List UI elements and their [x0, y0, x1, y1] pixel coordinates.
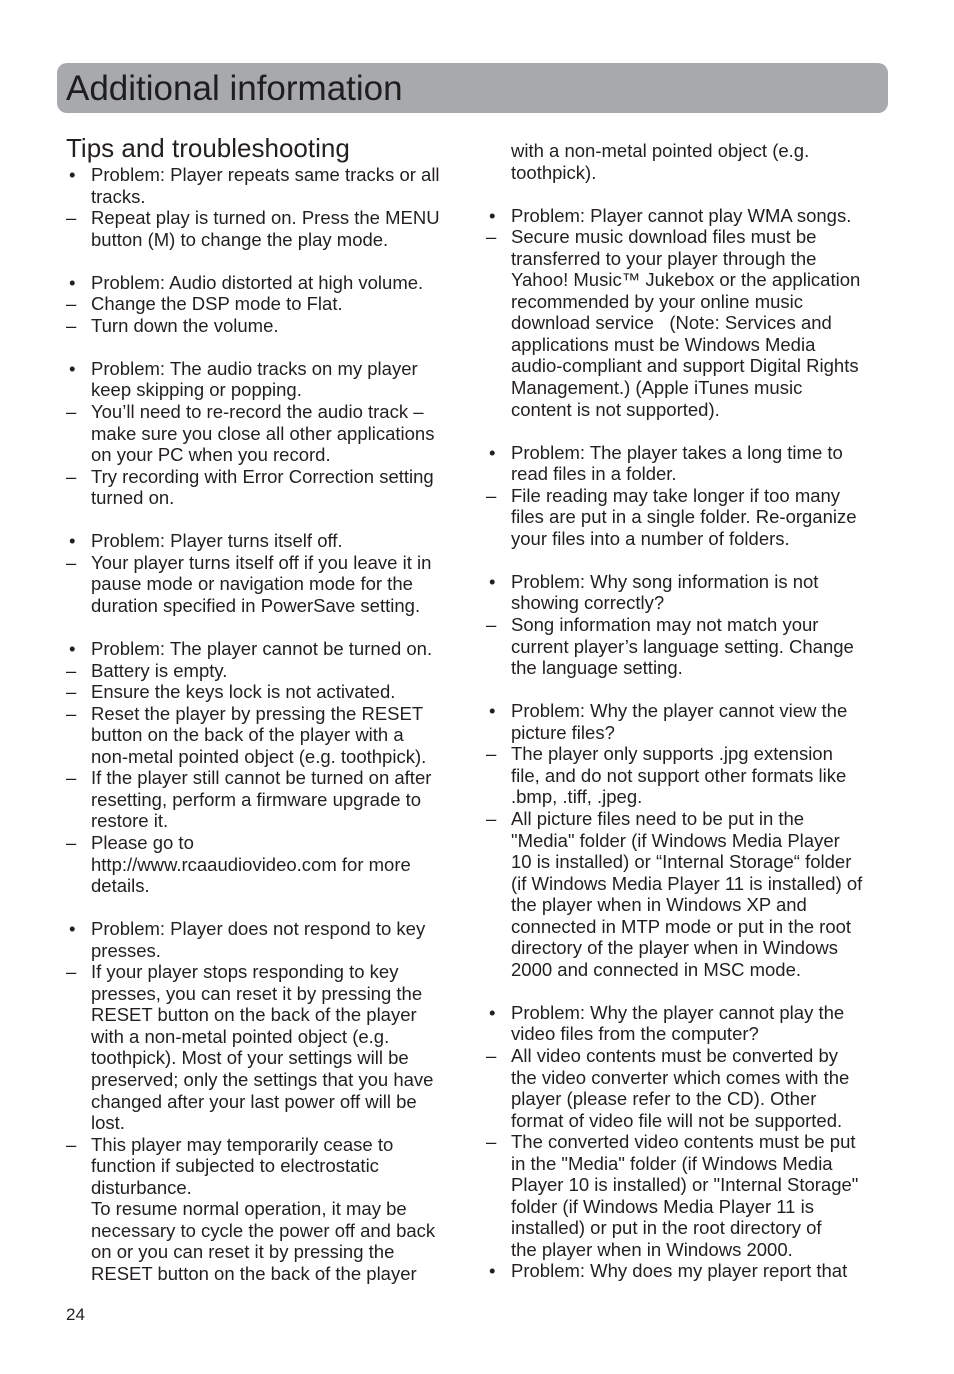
- dash-marker: –: [486, 1044, 497, 1066]
- text-line: button on the back of the player with a: [91, 724, 404, 746]
- solution-item: [66, 681, 486, 703]
- bullet-marker: •: [489, 570, 496, 592]
- dash-marker: –: [66, 207, 77, 229]
- left-column: [66, 164, 486, 1284]
- bullet-marker: •: [69, 638, 76, 660]
- item-text: [511, 1045, 926, 1131]
- problem-item: [66, 638, 486, 660]
- text-line: Problem: Player cannot play WMA songs.: [511, 204, 852, 226]
- dash-marker: –: [66, 831, 77, 853]
- bullet-marker: •: [489, 1001, 496, 1023]
- text-line: picture files?: [511, 721, 615, 743]
- text-line: Problem: The player takes a long time to: [511, 441, 843, 463]
- text-line: 2000 and connected in MSC mode.: [511, 958, 802, 980]
- text-line: audio-compliant and support Digital Rights: [511, 355, 859, 377]
- text-line: pause mode or navigation mode for the: [91, 573, 413, 595]
- tips-group: [66, 272, 486, 337]
- item-text: [91, 164, 486, 207]
- solution-item: [486, 743, 926, 808]
- item-text: [91, 272, 486, 294]
- text-line: Problem: Audio distorted at high volume.: [91, 271, 424, 293]
- solution-item: [486, 1045, 926, 1131]
- dash-marker: –: [66, 465, 77, 487]
- text-line: All picture files need to be put in the: [511, 807, 805, 829]
- bullet-marker: •: [489, 441, 496, 463]
- text-line: on your PC when you record.: [91, 444, 331, 466]
- solution-item: [66, 466, 486, 509]
- item-text: [511, 485, 926, 550]
- item-text: [511, 614, 926, 679]
- text-line: toothpick). Most of your settings will be: [91, 1047, 409, 1069]
- text-line: Battery is empty.: [91, 659, 228, 681]
- dash-marker: –: [66, 961, 77, 983]
- dash-marker: –: [66, 551, 77, 573]
- text-line: tracks.: [91, 185, 146, 207]
- text-line: 10 is installed) or “Internal Storage“ folder: [511, 851, 852, 873]
- solution-item: [66, 961, 486, 1133]
- text-line: on or you can reset it by pressing the: [91, 1241, 395, 1263]
- bullet-marker: •: [69, 164, 76, 185]
- text-line: Problem: Player does not respond to key: [91, 918, 426, 940]
- solution-item: [486, 1131, 926, 1260]
- tips-group: [66, 164, 486, 250]
- item-text: [511, 1131, 926, 1260]
- text-line: toothpick).: [511, 161, 597, 183]
- text-line: Problem: The player cannot be turned on.: [91, 638, 433, 660]
- text-line: make sure you close all other applications: [91, 422, 435, 444]
- item-text: [91, 767, 486, 832]
- text-line: Player 10 is installed) or "Internal Storage": [511, 1174, 859, 1196]
- text-line: Song information may not match your: [511, 614, 819, 636]
- text-line: This player may temporarily cease to: [91, 1133, 394, 1155]
- page-number: 24: [66, 1305, 85, 1324]
- text-line: disturbance.: [91, 1176, 192, 1198]
- text-line: content is not supported).: [511, 398, 720, 420]
- text-line: showing correctly?: [511, 592, 665, 614]
- tips-group: [66, 638, 486, 897]
- solution-item: [66, 315, 486, 337]
- solution-item: [66, 293, 486, 315]
- text-line: your files into a number of folders.: [511, 527, 790, 549]
- item-text: [511, 140, 926, 183]
- solution-item: [66, 660, 486, 682]
- item-text: [91, 703, 486, 768]
- text-line: button (M) to change the play mode.: [91, 228, 389, 250]
- text-line: file, and do not support other formats like: [511, 764, 847, 786]
- item-text: [91, 832, 486, 897]
- item-text: [91, 293, 486, 315]
- solution-item: [486, 808, 926, 980]
- dash-marker: –: [66, 659, 77, 681]
- solution-item: [486, 485, 926, 550]
- text-line: RESET button on the back of the player: [91, 1262, 417, 1284]
- text-line: current player’s language setting. Change: [511, 635, 854, 657]
- right-column: [486, 140, 926, 1282]
- text-line: the video converter which comes with the: [511, 1066, 850, 1088]
- text-line: The player only supports .jpg extension: [511, 743, 833, 765]
- text-line: with a non-metal pointed object (e.g.: [91, 1025, 390, 1047]
- item-text: [91, 358, 486, 401]
- text-line: Reset the player by pressing the RESET: [91, 702, 424, 724]
- problem-item: [66, 358, 486, 401]
- problem-item: [486, 205, 926, 227]
- dash-marker: –: [66, 681, 77, 703]
- text-line: applications must be Windows Media: [511, 333, 816, 355]
- tips-group: [486, 442, 926, 550]
- text-line: (if Windows Media Player 11 is installed) of: [511, 872, 863, 894]
- dash-marker: –: [486, 807, 497, 829]
- item-text: [91, 961, 486, 1133]
- text-line: To resume normal operation, it may be: [91, 1198, 407, 1220]
- text-line: keep skipping or popping.: [91, 379, 302, 401]
- text-line: files are put in a single folder. Re-organize: [511, 506, 857, 528]
- text-line: RESET button on the back of the player: [91, 1004, 417, 1026]
- item-text: [91, 315, 486, 337]
- bullet-marker: •: [489, 1260, 496, 1282]
- text-line: connected in MTP mode or put in the root: [511, 915, 852, 937]
- text-line: restore it.: [91, 810, 169, 832]
- item-text: [511, 226, 926, 420]
- item-text: [511, 808, 926, 980]
- continuation-item: [486, 140, 926, 183]
- text-line: Ensure the keys lock is not activated.: [91, 681, 396, 703]
- text-line: All video contents must be converted by: [511, 1044, 839, 1066]
- tips-group: [486, 700, 926, 980]
- solution-item: [486, 226, 926, 420]
- text-line: If the player still cannot be turned on after: [91, 767, 432, 789]
- dash-marker: –: [486, 226, 497, 248]
- text-line: with a non-metal pointed object (e.g.: [511, 140, 810, 161]
- problem-item: [66, 164, 486, 207]
- text-line: Problem: Why the player cannot play the: [511, 1001, 845, 1023]
- section-heading: Tips and troubleshooting: [66, 133, 350, 163]
- text-line: read files in a folder.: [511, 463, 677, 485]
- tips-group: [486, 571, 926, 679]
- solution-item: [66, 552, 486, 617]
- text-line: in the "Media" folder (if Windows Media: [511, 1152, 833, 1174]
- text-line: transferred to your player through the: [511, 247, 817, 269]
- item-text: [91, 207, 486, 250]
- page-title: Additional information: [66, 69, 403, 108]
- tips-group: [66, 358, 486, 509]
- text-line: changed after your last power off will be: [91, 1090, 417, 1112]
- problem-item: [486, 571, 926, 614]
- text-line: turned on.: [91, 487, 175, 509]
- tips-group: [486, 205, 926, 420]
- solution-item: [66, 832, 486, 897]
- bullet-marker: •: [489, 700, 496, 722]
- dash-marker: –: [66, 401, 77, 423]
- text-line: Please go to: [91, 831, 194, 853]
- text-line: Management.) (Apple iTunes music: [511, 377, 803, 399]
- text-line: format of video file will not be supported.: [511, 1109, 843, 1131]
- tips-group: [486, 1002, 926, 1282]
- text-line: presses, you can reset it by pressing the: [91, 982, 423, 1004]
- text-line: duration specified in PowerSave setting.: [91, 594, 421, 616]
- text-line: necessary to cycle the power off and back: [91, 1219, 436, 1241]
- item-text: [91, 552, 486, 617]
- solution-item: [66, 767, 486, 832]
- item-text: [91, 1134, 486, 1285]
- text-line: http://www.rcaaudiovideo.com for more: [91, 853, 411, 875]
- text-line: The converted video contents must be put: [511, 1131, 856, 1153]
- item-text: [91, 660, 486, 682]
- text-line: folder (if Windows Media Player 11 is: [511, 1195, 814, 1217]
- bullet-marker: •: [69, 357, 76, 379]
- text-line: Problem: Player turns itself off.: [91, 530, 343, 552]
- problem-item: [66, 918, 486, 961]
- text-line: If your player stops responding to key: [91, 961, 399, 983]
- dash-marker: –: [66, 293, 77, 315]
- text-line: presses.: [91, 939, 161, 961]
- problem-item: [486, 1260, 926, 1282]
- section-header-bar: [57, 63, 888, 113]
- solution-item: [66, 1134, 486, 1285]
- text-line: Problem: Why song information is not: [511, 570, 819, 592]
- text-line: the player when in Windows XP and: [511, 894, 807, 916]
- text-line: File reading may take longer if too many: [511, 484, 841, 506]
- problem-item: [66, 272, 486, 294]
- text-line: Problem: The audio tracks on my player: [91, 357, 418, 379]
- solution-item: [66, 207, 486, 250]
- problem-item: [66, 530, 486, 552]
- text-line: Your player turns itself off if you leave it in: [91, 551, 432, 573]
- text-line: lost.: [91, 1112, 125, 1134]
- dash-marker: –: [66, 1133, 77, 1155]
- item-text: [511, 1260, 926, 1282]
- text-line: Repeat play is turned on. Press the MENU: [91, 207, 440, 229]
- text-line: Problem: Player repeats same tracks or all: [91, 164, 440, 185]
- dash-marker: –: [486, 743, 497, 765]
- text-line: player (please refer to the CD). Other: [511, 1088, 817, 1110]
- dash-marker: –: [66, 702, 77, 724]
- text-line: details.: [91, 875, 150, 897]
- item-text: [91, 466, 486, 509]
- item-text: [511, 571, 926, 614]
- text-line: preserved; only the settings that you have: [91, 1068, 434, 1090]
- tips-group: [486, 140, 926, 183]
- text-line: Turn down the volume.: [91, 314, 279, 336]
- bullet-marker: •: [69, 918, 76, 940]
- text-line: the player when in Windows 2000.: [511, 1238, 793, 1260]
- item-text: [91, 918, 486, 961]
- item-text: [511, 1002, 926, 1045]
- text-line: directory of the player when in Windows: [511, 937, 838, 959]
- text-line: Change the DSP mode to Flat.: [91, 293, 343, 315]
- problem-item: [486, 700, 926, 743]
- bullet-marker: •: [69, 271, 76, 293]
- text-line: "Media" folder (if Windows Media Player: [511, 829, 840, 851]
- text-line: download service (Note: Services and: [511, 312, 832, 334]
- item-text: [511, 743, 926, 808]
- text-line: You’ll need to re-record the audio track –: [91, 401, 424, 423]
- solution-item: [66, 703, 486, 768]
- solution-item: [486, 614, 926, 679]
- solution-item: [66, 401, 486, 466]
- dash-marker: –: [486, 614, 497, 636]
- dash-marker: –: [486, 484, 497, 506]
- item-text: [91, 530, 486, 552]
- item-text: [91, 681, 486, 703]
- text-line: Try recording with Error Correction setting: [91, 465, 434, 487]
- text-line: recommended by your online music: [511, 290, 804, 312]
- text-line: resetting, perform a firmware upgrade to: [91, 788, 422, 810]
- text-line: Secure music download files must be: [511, 226, 817, 248]
- text-line: installed) or put in the root directory of: [511, 1217, 822, 1239]
- bullet-marker: •: [489, 204, 496, 226]
- tips-group: [66, 530, 486, 616]
- dash-marker: –: [486, 1131, 497, 1153]
- item-text: [511, 205, 926, 227]
- text-line: Problem: Why does my player report that: [511, 1260, 848, 1282]
- item-text: [91, 638, 486, 660]
- text-line: video files from the computer?: [511, 1023, 759, 1045]
- problem-item: [486, 1002, 926, 1045]
- item-text: [511, 700, 926, 743]
- item-text: [91, 401, 486, 466]
- tips-group: [66, 918, 486, 1284]
- dash-marker: –: [66, 767, 77, 789]
- text-line: function if subjected to electrostatic: [91, 1155, 379, 1177]
- problem-item: [486, 442, 926, 485]
- text-line: Yahoo! Music™ Jukebox or the application: [511, 269, 861, 291]
- text-line: .bmp, .tiff, .jpeg.: [511, 786, 643, 808]
- item-text: [511, 442, 926, 485]
- text-line: the language setting.: [511, 657, 683, 679]
- text-line: Problem: Why the player cannot view the: [511, 700, 848, 722]
- bullet-marker: •: [69, 530, 76, 552]
- text-line: non-metal pointed object (e.g. toothpick).: [91, 745, 427, 767]
- dash-marker: –: [66, 314, 77, 336]
